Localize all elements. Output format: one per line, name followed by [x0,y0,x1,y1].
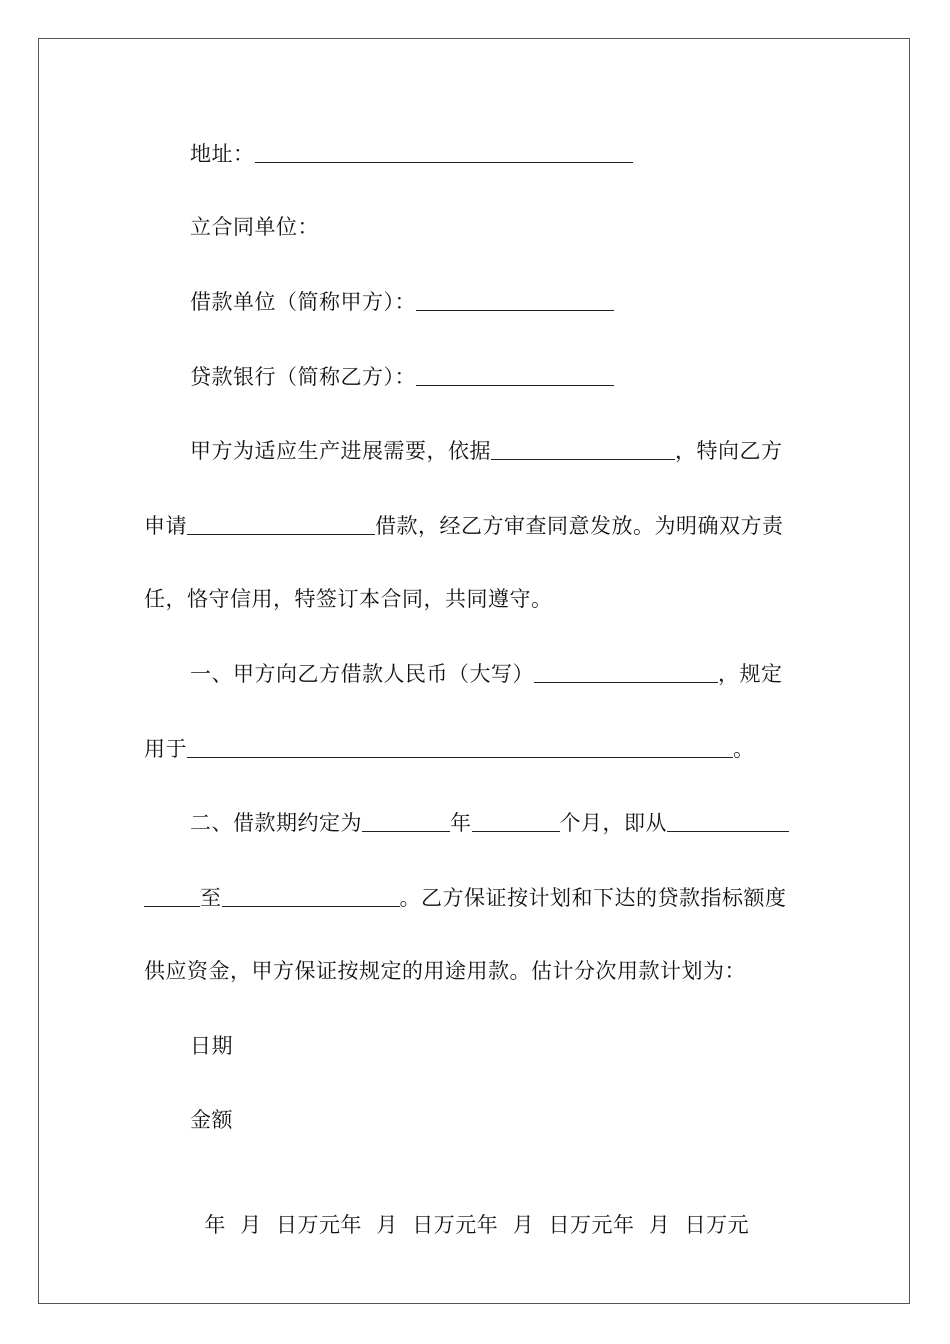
clause1-text-3: 用于 [144,737,187,761]
contract-parties-label: 立合同单位： [190,215,319,239]
clause1-text-2: ，规定 [718,662,783,686]
schedule-row [190,1180,750,1237]
para1-text-3: 申请 [144,514,187,538]
clause1-line1 [190,658,783,688]
para1-text-2: ，特向乙方 [675,439,783,463]
years-blank [362,809,450,832]
borrower-line [190,286,614,316]
basis-blank [491,437,675,460]
para1-line3 [144,584,553,614]
address-blank [255,140,633,163]
contract-parties-line [190,212,319,242]
schedule-amount-header [190,1105,233,1135]
lender-line [190,361,614,391]
start-date-blank [667,809,789,832]
clause2-line2 [144,882,787,912]
end-date-blank [222,884,400,907]
clause2-line1 [190,807,789,837]
clause2-text-4: 至 [200,886,222,910]
schedule-row-text: 年 月 日万元年 月 日万元年 月 日万元年 月 日万元 [204,1213,750,1237]
amount-header: 金额 [190,1108,233,1132]
address-line [190,138,633,168]
para1-text-1: 甲方为适应生产进展需要，依据 [190,439,491,463]
clause2-text-2: 年 [450,811,472,835]
start-date-blank-cont [144,884,200,907]
para1-line1 [190,435,783,465]
purpose-blank [187,735,733,758]
lender-label: 贷款银行（简称乙方）： [190,365,416,389]
date-header: 日期 [190,1034,233,1058]
schedule-date-header [190,1031,233,1061]
para1-line2 [144,510,784,540]
borrower-blank [416,288,614,311]
para1-text-4: 借款，经乙方审查同意发放。为明确双方责 [375,514,784,538]
para1-text-5: 任，恪守信用，特签订本合同，共同遵守。 [144,587,553,611]
clause1-text-4: 。 [733,737,755,761]
clause2-text-1: 二、借款期约定为 [190,811,362,835]
clause2-text-3: 个月，即从 [559,811,667,835]
lender-blank [416,363,614,386]
address-label: 地址： [190,142,255,166]
clause2-text-5: 。乙方保证按计划和下达的贷款指标额度 [399,886,787,910]
months-blank [472,809,560,832]
clause1-line2 [144,733,755,763]
clause2-text-6: 供应资金，甲方保证按规定的用途用款。估计分次用款计划为： [144,959,746,983]
amount-blank [534,660,718,683]
clause2-line3 [144,956,746,986]
borrower-label: 借款单位（简称甲方）： [190,290,416,314]
clause1-text-1: 一、甲方向乙方借款人民币（大写） [190,662,534,686]
loan-type-blank [187,512,375,535]
